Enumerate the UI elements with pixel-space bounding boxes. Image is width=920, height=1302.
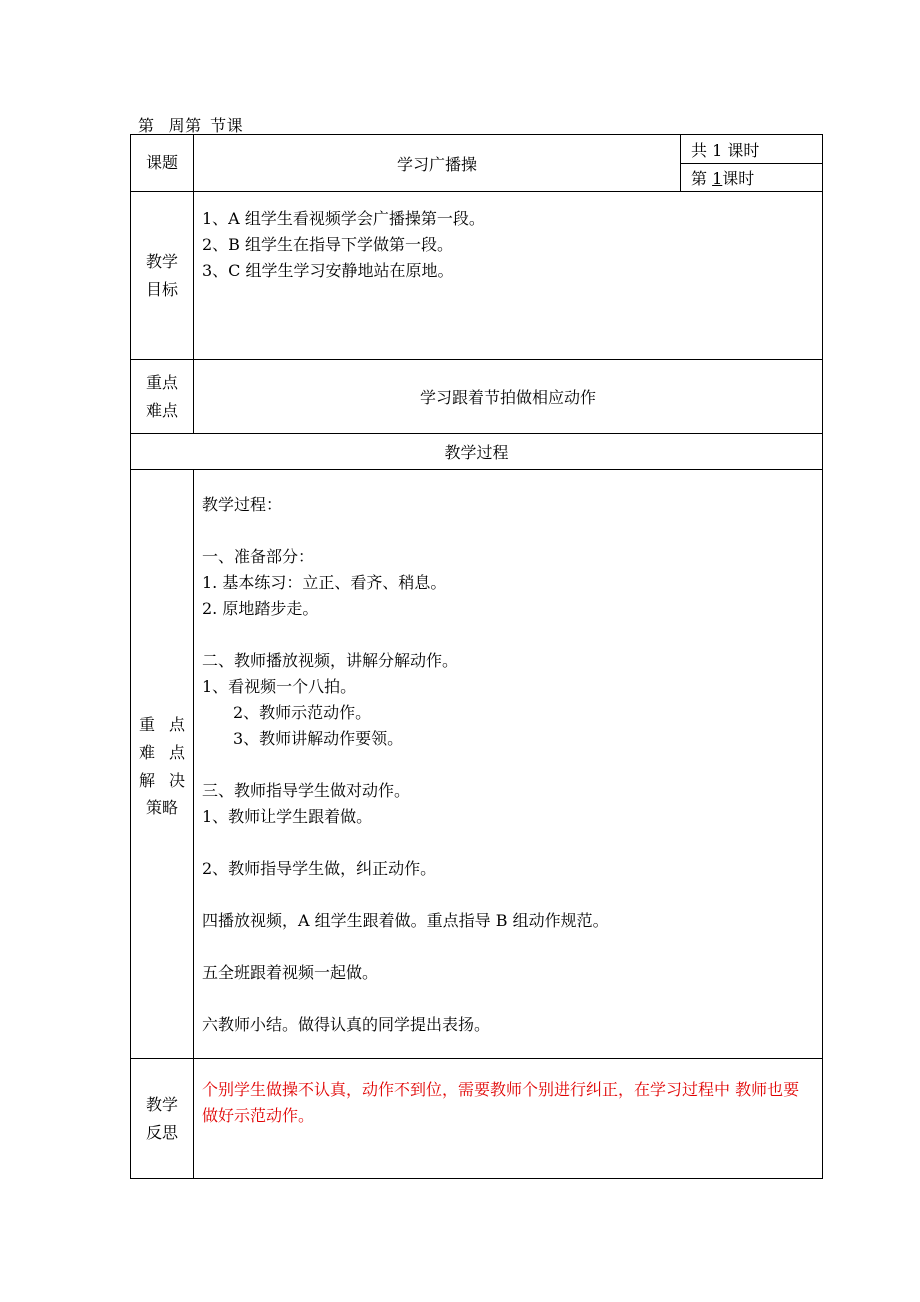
strategy-content [194,470,823,1059]
goals-label-line2: 目标 [145,279,178,299]
process-line: 2、教师指导学生做，纠正动作。 [202,859,437,878]
goals-content [194,192,823,360]
process-line [202,518,822,544]
process-line [202,934,822,960]
current-hour-number: 1 [712,169,723,188]
current-hour [681,164,823,192]
process-line: 二、教师播放视频，讲解分解动作。 [202,651,459,670]
key-points-label-line2: 难点 [145,400,178,420]
process-line [202,622,822,648]
topic-label: 课题 [131,135,194,192]
key-points-label [131,360,194,434]
strategy-label-line: 难 点 [139,742,185,762]
lesson-plan-table [130,134,823,1179]
process-line: 教学过程： [202,495,283,514]
goals-label [131,192,194,360]
process-line: 1. 基本练习：立正、看齐、稍息。 [202,573,447,592]
strategy-label-line: 策略 [145,797,178,817]
reflection-label-line2: 反思 [145,1122,178,1142]
process-line [202,830,822,856]
process-line [202,986,822,1012]
process-line [202,752,822,778]
reflection-label-line1: 教学 [145,1094,178,1114]
strategy-label [131,470,194,1059]
process-line: 1、看视频一个八拍。 [202,677,357,696]
key-points-text: 学习跟着节拍做相应动作 [194,360,823,434]
goal-item: 3、C 组学生学习安静地站在原地。 [202,261,454,280]
week-session-line: 第_ 周第_节课 [138,116,244,135]
process-line: 2. 原地踏步走。 [202,599,319,618]
process-line: 五全班跟着视频一起做。 [202,963,379,982]
total-hours: 共 1 课时 [681,135,823,164]
strategy-label-line: 解 决 [139,770,185,790]
process-line: 三、教师指导学生做对动作。 [202,781,411,800]
process-line: 四播放视频，A 组学生跟着做。重点指导 B 组动作规范。 [202,911,609,930]
process-line: 六教师小结。做得认真的同学提出表扬。 [202,1015,491,1034]
current-hour-prefix: 第 [691,169,713,188]
process-line: 一、准备部分： [202,547,315,566]
current-hour-suffix: 课时 [722,169,755,188]
process-line: 2、教师示范动作。 [233,703,372,722]
key-points-label-line1: 重点 [145,372,178,392]
topic-title: 学习广播操 [194,135,681,192]
goal-item: 2、B 组学生在指导下学做第一段。 [202,235,454,254]
goals-label-line1: 教学 [145,251,178,271]
process-line: 3、教师讲解动作要领。 [233,729,404,748]
process-heading: 教学过程 [131,434,823,470]
strategy-label-line: 重 点 [139,714,185,734]
reflection-text: 个别学生做操不认真，动作不到位，需要教师个别进行纠正，在学习过程中 教师也要做好示范动作。 [194,1059,823,1179]
goal-item: 1、A 组学生看视频学会广播操第一段。 [202,209,485,228]
process-line [202,882,822,908]
process-line: 1、教师让学生跟着做。 [202,807,373,826]
reflection-label [131,1059,194,1179]
